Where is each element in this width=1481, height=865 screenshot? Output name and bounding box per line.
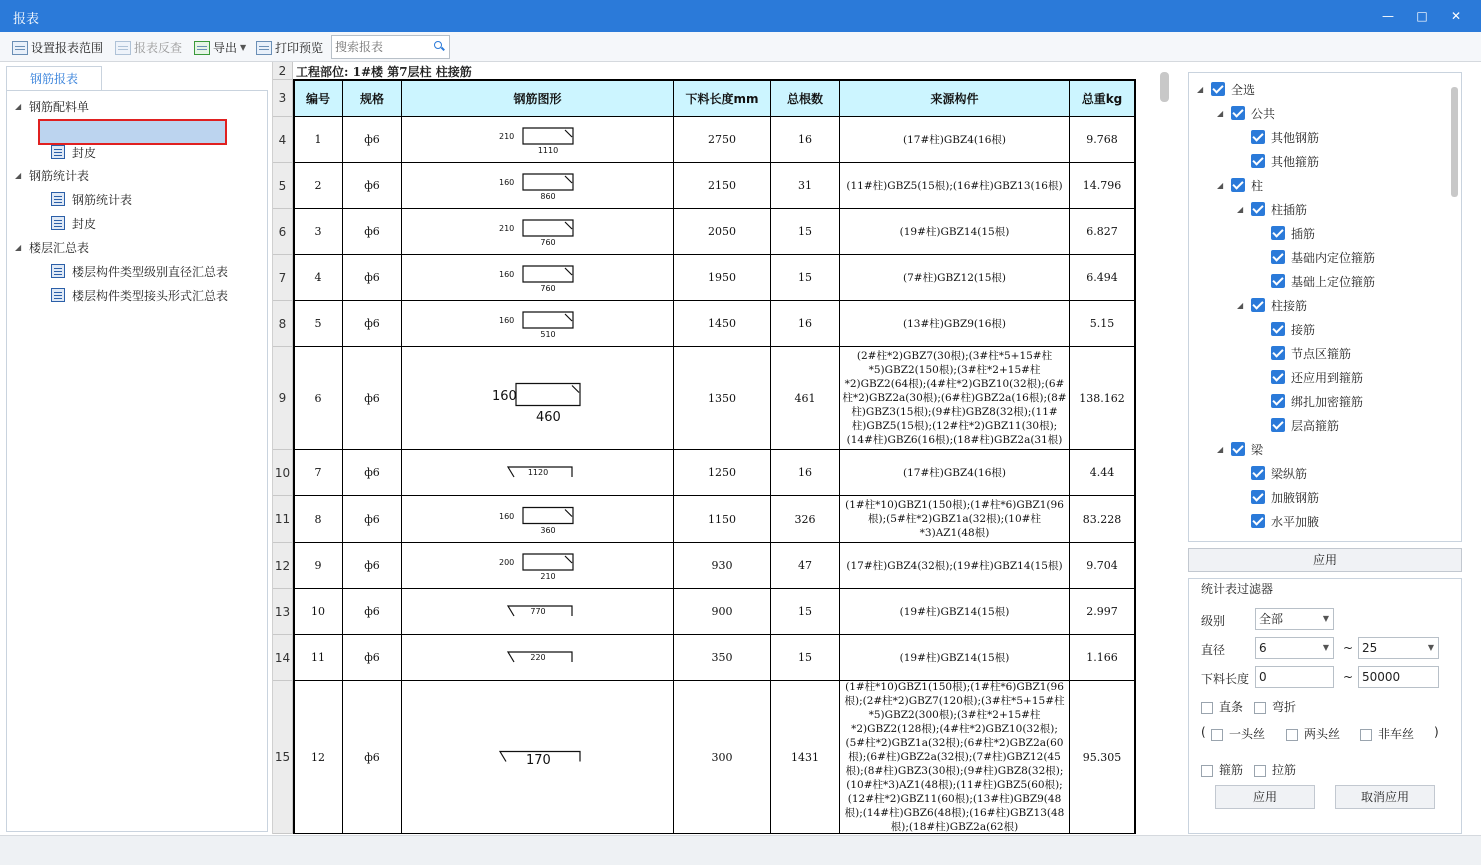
shape-dim-b: 510	[540, 330, 556, 339]
filter-tree-label: 柱	[1251, 178, 1264, 193]
tie-checkbox[interactable]	[1254, 761, 1296, 778]
tree-label: 楼层汇总表	[29, 240, 90, 255]
tree-selection-highlight	[38, 119, 227, 145]
table-cell-len: 2750	[674, 117, 771, 163]
row-header: 4	[273, 117, 293, 163]
table-cell-len: 1350	[674, 347, 771, 450]
table-top-border	[294, 79, 1136, 81]
table-cell-weight: 1.166	[1070, 635, 1135, 681]
table-cell-no: 5	[294, 301, 343, 347]
table-cell-src: (17#柱)GBZ4(32根);(19#柱)GBZ14(15根)	[840, 543, 1070, 589]
grade-value: 全部	[1259, 612, 1284, 626]
filter-tree-label: 基础上定位箍筋	[1291, 274, 1376, 289]
straight-label: 直条	[1219, 700, 1244, 714]
rebar-shape-icon	[402, 301, 674, 347]
grade-label: 级别	[1201, 614, 1226, 628]
collapse-arrow-icon[interactable]: ◢	[15, 101, 22, 111]
table-cell-src: (7#柱)GBZ12(15根)	[840, 255, 1070, 301]
filter-tree-item[interactable]	[1257, 271, 1375, 291]
shape-dim-a: 210	[499, 224, 515, 233]
report-search-icon	[115, 41, 131, 55]
title-bar	[0, 0, 1481, 32]
diameter-to-select[interactable]	[1358, 637, 1439, 659]
table-cell-count: 47	[771, 543, 840, 589]
shape-dim-b: 760	[540, 238, 556, 247]
filter-tree-item[interactable]	[1237, 127, 1319, 147]
reverse-check-label: 报表反查	[134, 41, 183, 55]
filter-title: 统计表过滤器	[1198, 580, 1276, 597]
collapse-arrow-icon[interactable]: ◢	[15, 170, 22, 180]
report-search	[331, 35, 450, 59]
table-cell-len: 1250	[674, 450, 771, 496]
chevron-down-icon: ▼	[1427, 643, 1434, 652]
tie-label: 拉筋	[1272, 763, 1297, 777]
table-cell-no: 10	[294, 589, 343, 635]
table-cell-weight: 95.305	[1070, 681, 1135, 834]
diameter-to-value: 25	[1362, 641, 1378, 655]
filter-tree-label: 梁	[1251, 442, 1264, 457]
table-cell-src: (1#柱*10)GBZ1(150根);(1#柱*6)GBZ1(96根);(5#柱*2)GBZ1a(32根);(10#柱*3)AZ1(48根)	[840, 496, 1070, 543]
table-cell-spec: ф6	[343, 635, 402, 681]
filter-tree-item[interactable]	[1237, 487, 1319, 507]
checkbox-checked-icon[interactable]	[1231, 106, 1245, 120]
tree-label: 封皮	[72, 145, 97, 160]
filter-tree-item[interactable]	[1237, 463, 1307, 483]
tree-label: 钢筋统计表	[29, 168, 90, 183]
set-range-label: 设置报表范围	[31, 41, 104, 55]
diameter-from-select[interactable]	[1255, 637, 1334, 659]
filter-tree-label: 梁纵筋	[1271, 466, 1308, 481]
collapse-arrow-icon[interactable]: ◢	[1217, 444, 1224, 454]
table-cell-count: 15	[771, 209, 840, 255]
tree-label: 封皮	[72, 216, 97, 231]
search-input[interactable]	[332, 36, 427, 58]
shape-dim-a: 200	[499, 558, 515, 567]
filter-tree-label: 加腋钢筋	[1271, 490, 1320, 505]
table-cell-spec: ф6	[343, 681, 402, 834]
filter-tree-item[interactable]	[1237, 199, 1307, 219]
export-button[interactable]	[194, 39, 246, 56]
rebar-shape-cell	[402, 589, 674, 635]
table-cell-spec: ф6	[343, 347, 402, 450]
rebar-shape-cell	[402, 117, 674, 163]
table-cell-weight: 14.796	[1070, 163, 1135, 209]
tilde: ~	[1343, 670, 1354, 684]
table-cell-no: 9	[294, 543, 343, 589]
table-cell-no: 12	[294, 681, 343, 834]
two-thread-label: 两头丝	[1304, 727, 1341, 741]
document-icon	[51, 145, 65, 159]
table-cell-src: (19#柱)GBZ14(15根)	[840, 209, 1070, 255]
filter-tree-item[interactable]	[1217, 439, 1263, 459]
filter-tree-label: 其他钢筋	[1271, 130, 1320, 145]
table-cell-spec: ф6	[343, 163, 402, 209]
tree-label: 楼层构件类型级别直径汇总表	[72, 264, 229, 279]
rebar-shape-cell	[402, 543, 674, 589]
close-button[interactable]: ✕	[1450, 9, 1462, 23]
set-range-button[interactable]	[12, 39, 103, 56]
table-cell-len: 2050	[674, 209, 771, 255]
filter-tree-item[interactable]	[1257, 391, 1363, 411]
filter-tree-scrollbar[interactable]	[1451, 87, 1458, 197]
filter-tree-label: 节点区箍筋	[1291, 346, 1352, 361]
rebar-shape-cell	[402, 347, 674, 450]
col-header-source: 来源构件	[840, 80, 1070, 117]
table-cell-spec: ф6	[343, 255, 402, 301]
grid-icon	[12, 41, 28, 55]
tree-group-cutting-list[interactable]	[15, 96, 89, 116]
table-cell-weight: 83.228	[1070, 496, 1135, 543]
col-header-shape: 钢筋图形	[402, 80, 674, 117]
print-preview-button[interactable]	[256, 39, 323, 56]
table-cell-no: 8	[294, 496, 343, 543]
checkbox-checked-icon[interactable]	[1251, 490, 1265, 504]
shape-dim-a: 160	[499, 178, 515, 187]
checkbox-checked-icon[interactable]	[1251, 466, 1265, 480]
reverse-check-button[interactable]	[115, 39, 182, 56]
shape-dim-b: 360	[540, 525, 556, 535]
checkbox-checked-icon[interactable]	[1271, 346, 1285, 360]
print-preview-icon	[256, 41, 272, 55]
table-cell-weight: 2.997	[1070, 589, 1135, 635]
shape-dim-b: 210	[540, 572, 556, 581]
tree-item-floor-joint-type[interactable]	[51, 285, 228, 305]
row-header: 7	[273, 255, 293, 301]
row-header: 13	[273, 589, 293, 635]
table-cell-spec: ф6	[343, 496, 402, 543]
filter-tree-label: 柱接筋	[1271, 298, 1308, 313]
table-cell-weight: 9.704	[1070, 543, 1135, 589]
table-cell-spec: ф6	[343, 117, 402, 163]
table-cell-len: 1950	[674, 255, 771, 301]
table-cell-src: (19#柱)GBZ14(15根)	[840, 589, 1070, 635]
checkbox-checked-icon[interactable]	[1251, 202, 1265, 216]
rebar-shape-icon	[402, 543, 674, 589]
shape-dim-a: 160	[492, 388, 517, 404]
apply-tree-button[interactable]: 应用	[1188, 548, 1462, 572]
checkbox-checked-icon[interactable]	[1211, 82, 1225, 96]
row-header: 6	[273, 209, 293, 255]
table-cell-weight: 5.15	[1070, 301, 1135, 347]
table-cell-len: 2150	[674, 163, 771, 209]
document-icon	[51, 192, 65, 206]
filter-tree-item[interactable]	[1257, 223, 1315, 243]
table-cell-count: 461	[771, 347, 840, 450]
cancel-filter-button[interactable]: 取消应用	[1335, 785, 1435, 809]
table-cell-count: 1431	[771, 681, 840, 834]
print-preview-label: 打印预览	[275, 41, 324, 55]
col-header-spec: 规格	[343, 80, 402, 117]
checkbox-checked-icon[interactable]	[1271, 322, 1285, 336]
filter-tree-label: 其他箍筋	[1271, 154, 1320, 169]
shape-dim-a: 160	[499, 316, 515, 325]
shape-dim-a: 210	[499, 132, 515, 141]
chevron-down-icon: ▼	[1322, 643, 1329, 652]
table-cell-src: (1#柱*10)GBZ1(150根);(1#柱*6)GBZ1(96根);(2#柱*2)GBZ7(120根);(3#柱*5+15#柱*5)GBZ2(300根);(3#柱*2+15#柱*2)GBZ2(128根);(4#柱*2)GBZ10(32根);(5#柱*2)GBZ1a(32根);(6#柱*2)GBZ2a(60根);(6#柱)GBZ2a(32根);(7#柱)GBZ12(45根);(8#柱)GBZ3(30根);(9#柱)GBZ8(32根);(10#柱*3)AZ1(48根);(11#柱)GBZ5(60根);(12#柱*2)GBZ11(60根);(13#柱)GBZ9(48根);(14#柱)GBZ6(48根);(16#柱)GBZ13(48根);(18#柱)GBZ2a(62根)	[840, 681, 1070, 834]
table-cell-count: 31	[771, 163, 840, 209]
diameter-label: 直径	[1201, 643, 1226, 657]
filter-tree-item[interactable]	[1237, 151, 1319, 171]
tree-group-statistics[interactable]	[15, 165, 89, 185]
table-cell-spec: ф6	[343, 209, 402, 255]
table-cell-weight: 6.494	[1070, 255, 1135, 301]
rebar-shape-cell	[402, 635, 674, 681]
table-cell-spec: ф6	[343, 450, 402, 496]
checkbox-checked-icon[interactable]	[1251, 514, 1265, 528]
rebar-shape-cell	[402, 450, 674, 496]
location-label: 工程部位: 1#楼 第7层柱 柱接筋	[296, 65, 472, 79]
bent-checkbox[interactable]	[1254, 698, 1296, 715]
checkbox-checked-icon[interactable]	[1271, 394, 1285, 408]
table-cell-weight: 138.162	[1070, 347, 1135, 450]
filter-tree-item[interactable]	[1257, 319, 1315, 339]
collapse-arrow-icon[interactable]: ◢	[1237, 300, 1244, 310]
checkbox-checked-icon[interactable]	[1271, 274, 1285, 288]
table-cell-src: (2#柱*2)GBZ7(30根);(3#柱*5+15#柱*5)GBZ2(150根);(3#柱*2+15#柱*2)GBZ2(64根);(4#柱*2)GBZ10(32根);(6#柱*2)GBZ2a(30根);(6#柱)GBZ2a(16根);(8#柱)GBZ3(15根);(9#柱)GBZ8(32根);(11#柱)GBZ5(15根);(12#柱*2)GBZ11(30根);(14#柱)GBZ6(16根);(18#柱)GBZ2a(31根)	[840, 347, 1070, 450]
filter-tree-item[interactable]	[1257, 343, 1351, 363]
report-tree	[6, 90, 268, 832]
table-cell-spec: ф6	[343, 543, 402, 589]
tree-item-statistics[interactable]	[51, 189, 132, 209]
table-cell-len: 300	[674, 681, 771, 834]
length-label: 下料长度	[1201, 672, 1250, 686]
filter-tree-label: 插筋	[1291, 226, 1316, 241]
tree-label: 钢筋统计表	[72, 192, 133, 207]
table-cell-len: 930	[674, 543, 771, 589]
shape-dim-a: 160	[499, 511, 515, 521]
rebar-shape-icon	[402, 209, 674, 255]
export-icon	[194, 41, 210, 55]
document-icon	[51, 264, 65, 278]
table-cell-no: 7	[294, 450, 343, 496]
row-header: 11	[273, 496, 293, 543]
sheet-scrollbar[interactable]	[1160, 72, 1169, 102]
no-thread-checkbox[interactable]	[1360, 725, 1414, 742]
shape-dim-b: 860	[540, 192, 556, 201]
checkbox-checked-icon[interactable]	[1271, 250, 1285, 264]
table-cell-no: 3	[294, 209, 343, 255]
col-header-no: 编号	[294, 80, 343, 117]
col-header-count: 总根数	[771, 80, 840, 117]
two-thread-checkbox[interactable]	[1286, 725, 1340, 742]
row-header: 14	[273, 635, 293, 681]
tree-label: 钢筋配料单	[29, 99, 90, 114]
table-cell-spec: ф6	[343, 589, 402, 635]
bent-label: 弯折	[1272, 700, 1297, 714]
filter-tree-label: 绑扎加密箍筋	[1291, 394, 1364, 409]
row-header: 10	[273, 450, 293, 496]
length-from-input[interactable]: 0	[1255, 666, 1334, 688]
filter-tree-label: 全选	[1231, 82, 1256, 97]
rebar-shape-icon	[402, 347, 674, 450]
table-cell-len: 1150	[674, 496, 771, 543]
search-icon[interactable]	[434, 41, 442, 49]
filter-tree-label: 水平加腋	[1271, 514, 1320, 529]
rebar-shape-cell	[402, 496, 674, 543]
minimize-button[interactable]: —	[1382, 9, 1394, 23]
rebar-shape-cell	[402, 301, 674, 347]
export-label: 导出	[213, 41, 238, 55]
table-cell-len: 350	[674, 635, 771, 681]
filter-tree-label: 还应用到箍筋	[1291, 370, 1364, 385]
diameter-from-value: 6	[1259, 641, 1267, 655]
apply-filter-button[interactable]: 应用	[1215, 785, 1315, 809]
table-cell-no: 4	[294, 255, 343, 301]
collapse-arrow-icon[interactable]: ◢	[1197, 84, 1204, 94]
table-cell-src: (11#柱)GBZ5(15根);(16#柱)GBZ13(16根)	[840, 163, 1070, 209]
shape-dim-b: 170	[526, 752, 551, 768]
shape-dim-b: 460	[536, 409, 561, 425]
row-header: 15	[273, 681, 293, 834]
filter-tree-item[interactable]	[1237, 295, 1307, 315]
shape-dim-b: 1120	[527, 468, 549, 477]
table-cell-count: 15	[771, 589, 840, 635]
checkbox-checked-icon[interactable]	[1271, 226, 1285, 240]
checkbox-checked-icon[interactable]	[1231, 442, 1245, 456]
table-cell-count: 16	[771, 450, 840, 496]
filter-tree-label: 基础内定位箍筋	[1291, 250, 1376, 265]
checkbox-checked-icon[interactable]	[1251, 154, 1265, 168]
checkbox-checked-icon[interactable]	[1251, 130, 1265, 144]
table-cell-spec: ф6	[343, 301, 402, 347]
table-cell-len: 1450	[674, 301, 771, 347]
checkbox-checked-icon[interactable]	[1231, 178, 1245, 192]
shape-dim-b: 220	[530, 653, 546, 662]
report-sheet[interactable]	[272, 62, 1172, 834]
table-cell-count: 16	[771, 301, 840, 347]
shape-dim-b: 770	[530, 607, 546, 616]
tree-label: 楼层构件类型接头形式汇总表	[72, 288, 229, 303]
row-header: 8	[273, 301, 293, 347]
checkbox-checked-icon[interactable]	[1251, 298, 1265, 312]
shape-dim-a: 160	[499, 270, 515, 279]
row-header: 12	[273, 543, 293, 589]
table-cell-weight: 9.768	[1070, 117, 1135, 163]
chevron-down-icon: ▼	[240, 43, 247, 52]
tab-rebar-report[interactable]: 钢筋报表	[6, 66, 102, 91]
collapse-arrow-icon[interactable]: ◢	[15, 242, 22, 252]
tree-item-cover-1[interactable]	[51, 142, 96, 162]
table-cell-len: 900	[674, 589, 771, 635]
one-thread-label: 一头丝	[1229, 727, 1266, 741]
window-title: 报表	[13, 12, 40, 27]
filter-tree-label: 公共	[1251, 106, 1276, 121]
rebar-shape-cell	[402, 163, 674, 209]
table-cell-src: (13#柱)GBZ9(16根)	[840, 301, 1070, 347]
filter-tree-item[interactable]	[1257, 247, 1375, 267]
col-header-length: 下料长度mm	[674, 80, 771, 117]
toolbar	[0, 32, 1481, 62]
filter-tree-item[interactable]	[1197, 79, 1255, 99]
filter-tree-item[interactable]	[1257, 367, 1363, 387]
filter-tree-label: 接筋	[1291, 322, 1316, 337]
no-thread-label: 非车丝	[1378, 727, 1415, 741]
tilde: ~	[1343, 641, 1354, 655]
straight-checkbox[interactable]	[1201, 698, 1243, 715]
rebar-shape-icon	[402, 496, 674, 543]
collapse-arrow-icon[interactable]: ◢	[1237, 204, 1244, 214]
table-cell-no: 11	[294, 635, 343, 681]
document-icon	[51, 288, 65, 302]
paren-close: )	[1434, 725, 1439, 739]
filter-tree-label: 柱插筋	[1271, 202, 1308, 217]
table-cell-count: 16	[771, 117, 840, 163]
table-cell-count: 15	[771, 635, 840, 681]
filter-tree-panel	[1188, 72, 1462, 542]
length-to-input[interactable]: 50000	[1358, 666, 1439, 688]
rebar-shape-icon	[402, 255, 674, 301]
collapse-arrow-icon[interactable]: ◢	[1217, 108, 1224, 118]
row-header: 5	[273, 163, 293, 209]
stirrup-checkbox[interactable]	[1201, 761, 1243, 778]
filter-tree-item[interactable]	[1237, 511, 1319, 531]
tree-item-floor-grade-diameter[interactable]	[51, 261, 228, 281]
filter-tree-item[interactable]	[1217, 175, 1263, 195]
shape-dim-b: 760	[540, 284, 556, 293]
col-header-weight: 总重kg	[1070, 80, 1135, 117]
document-icon	[51, 216, 65, 230]
table-cell-count: 15	[771, 255, 840, 301]
rebar-shape-cell	[402, 209, 674, 255]
shape-dim-b: 1110	[537, 146, 559, 155]
filter-tree-item[interactable]	[1217, 103, 1275, 123]
filter-tree-label: 层高箍筋	[1291, 418, 1340, 433]
row-header: 9	[273, 347, 293, 450]
table-cell-no: 1	[294, 117, 343, 163]
checkbox-checked-icon[interactable]	[1271, 370, 1285, 384]
checkbox-checked-icon[interactable]	[1271, 418, 1285, 432]
tree-item-cover-2[interactable]	[51, 213, 96, 233]
collapse-arrow-icon[interactable]: ◢	[1217, 180, 1224, 190]
table-cell-src: (19#柱)GBZ14(15根)	[840, 635, 1070, 681]
status-bar	[0, 835, 1481, 865]
table-cell-no: 2	[294, 163, 343, 209]
chevron-down-icon: ▼	[1322, 614, 1329, 623]
row-header: 2	[273, 62, 293, 80]
table-cell-src: (17#柱)GBZ4(16根)	[840, 117, 1070, 163]
tree-group-floor-summary[interactable]	[15, 237, 89, 257]
table-cell-count: 326	[771, 496, 840, 543]
one-thread-checkbox[interactable]	[1211, 725, 1265, 742]
rebar-shape-icon	[402, 163, 674, 209]
table-cell-src: (17#柱)GBZ4(16根)	[840, 450, 1070, 496]
table-cell-weight: 6.827	[1070, 209, 1135, 255]
stirrup-label: 箍筋	[1219, 763, 1244, 777]
rebar-shape-cell	[402, 255, 674, 301]
rebar-shape-icon	[402, 117, 674, 163]
table-cell-weight: 4.44	[1070, 450, 1135, 496]
filter-tree-item[interactable]	[1257, 415, 1339, 435]
maximize-button[interactable]: □	[1416, 9, 1428, 23]
grade-select[interactable]	[1255, 608, 1334, 630]
row-header: 3	[273, 80, 293, 117]
paren-open: (	[1201, 725, 1206, 739]
rebar-shape-cell	[402, 681, 674, 834]
table-cell-no: 6	[294, 347, 343, 450]
